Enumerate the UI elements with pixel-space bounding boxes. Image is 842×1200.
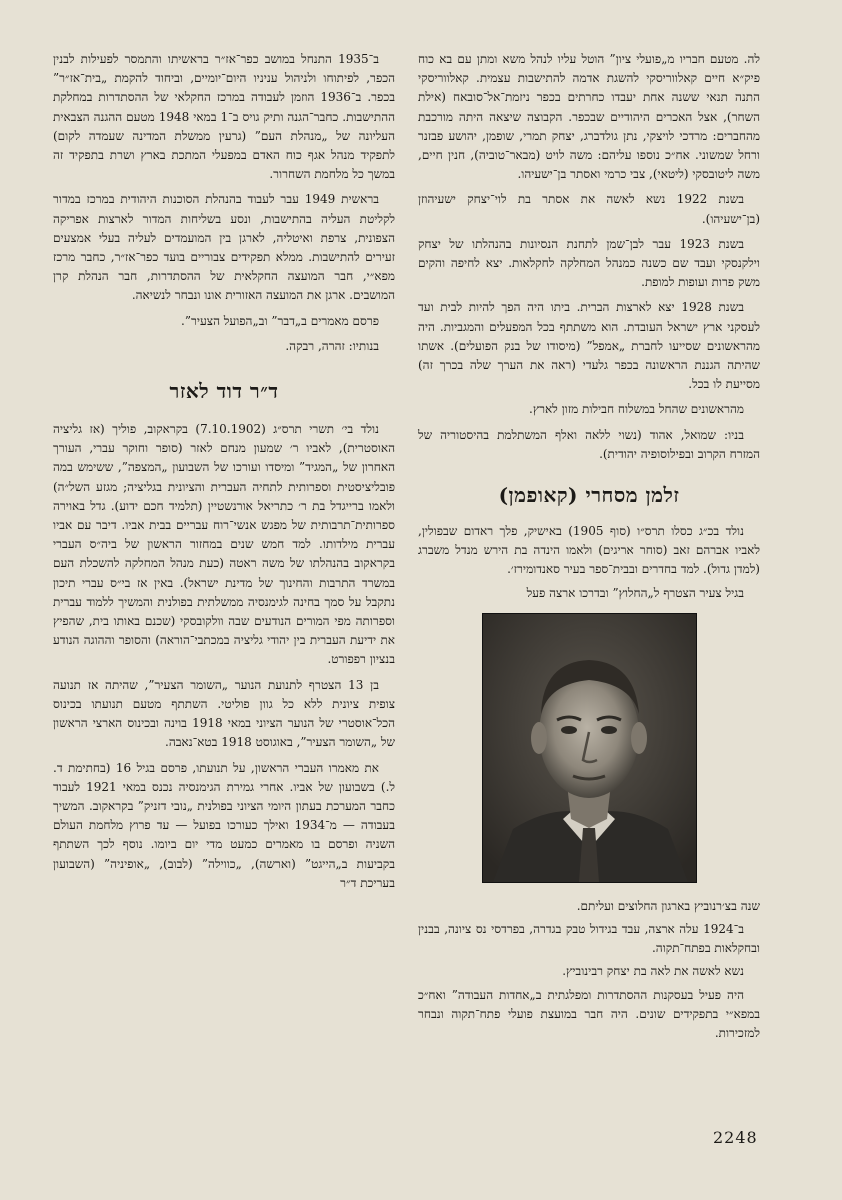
children-list: בניו: שמואל, אהוד (נשוי ללאה ואלף המשתלמת בהיסטוריה של המזרח הקרוב ובפילוסופיה יהודית). <box>418 427 760 461</box>
page-number: 2248 <box>713 1128 758 1147</box>
paragraph: בשנת 1923 עבר לבן־שמן לתחנת הנסיונות בהנהלתו של יצחק וילקנסקי ועבד שם כשנה כמנהל המחלקה לחקלאות. יצא לחיפה והקים משק פרות ועופות למופת. <box>418 236 760 290</box>
paragraph: פרסם מאמרים ב„דבר” וב„הפועל הצעיר”. <box>181 313 379 328</box>
paragraph: ב־1935 התנחל במושב כפר־אז״ר בראשיתו והתמסר לפעילות לבנין הכפר, לפיתוחו ולניהול עניניו היום־יומיים, וביחוד להקמת „בית־אז״ר” בכפר. ב־1936 הוזמן לעבודה במרכז החקלאי של ההסתדרות במחלקת ההתישבות. כחבר־הגנה ותיק גויס ב־1 במאי 1948 מטעם ההגנה הצבאית העליונה של „מנהלת העם” (גרעין ממשלת המדינה שעמדה לקום) לתפקיד מנהל אגף כוח האדם במפעלי המתכת בארץ ושרת בתפקיד זה במשך כל מלחמת השחרור. <box>53 52 396 182</box>
paragraph: שנה בצ׳רנוביץ בארגון החלוצים ועליתם. <box>576 898 760 913</box>
paragraph: את מאמרו העברי הראשון, על תנועתו, פרסם בגיל 16 (בחתימת ד. ל.) בשבועון של אביו. אחרי גמירת הגימנסיה נכנס במאי 1921 לעבוד כחבר המערכת בעתון היומי הציוני בפולנית „נובי דזניק” בקראקוב. המשיך בעבודה — מ־1934 ואילך כעורכו בפועל — עד פרוץ מלחמת העולם השניה ופרסם בו מאמרים כמעט מדי יום ביומו. נוסף לכך השתתף בקביעות ב„הייגט” (וארשה), „כווילה” (לבוב), „אופיניה” (השבועון בעריכת ד״ר <box>53 760 396 890</box>
paragraph: לה. מטעם חבריו מ„פועלי ציון” הוטל עליו לנהל משא ומתן עם בא כוח פיק״א חיים קאלווריסקי להשגת אדמה להתישבות עצמית. קאלווריסקי התנה תנאי ששנה אחת יעבדו כחרתים בכפר ניזמת־אל־סובאח (אילת השחר), אצל האכרים היהודיים שבכפר. הקבוצה שיצאה היתה מורכבת מהחברים: מרדכי לויצקי, נתן גולדברג, יצחק תמרי, שופמן, יהושע פבזנר ורחל שמשוני. אח״כ נוספו עליהם: משה לויט (מבאר־טוביה), חנין חיים, משה ליטובסקי (ליטאי), צבי כרמי ואסתר בן־ישעיהו. <box>418 52 760 182</box>
right-column <box>418 50 760 1047</box>
paragraph: בן 13 הצטרף לתנועת הנוער „השומר הצעיר”, שהיתה אז תנועה צופית ציונית ללא כל גוון פוליטי. השתתף מטעם תנועתו בכינוס הכל־אוסטרי של הנוער הציוני במאי 1918 בוינה ובכינוס הארצי הראשון של „השומר הצעיר”, באוגוסט 1918 בטא־נאבה. <box>53 677 396 750</box>
entry-heading: זלמן מסחרי (קאופמן) <box>498 483 680 508</box>
paragraph: נולד בכ״ג כסלו תרס״ו (סוף 1905) באישיק, פלך ראדום שבפולין, לאביו אברהם זאב (סוחר אריגים) ולאמו הינדה בת הירש מנדל משברג (למדן גדול). למד בחדרים ובבית־ספר בעיר סאנדומירז׳. <box>418 524 760 577</box>
paragraph: בגיל צעיר הצטרף ל„החלוץ” ובדרכו ארצה פעל <box>526 585 744 600</box>
paragraph: ב־1924 עלה ארצה, עבד בגידול טבק בגדרה, בפרדסי נס ציונה, בבנין ובחקלאות בפתח־תקוה. <box>418 922 760 956</box>
paragraph: נולד בי׳ תשרי תרס״ג (7.10.1902) בקראקוב, פוליך (אז גליציה האוסטרית), לאביו ר׳ שמעון מנחם לאזר (סופר וחוקר עברי, העורך האחרון של „המגיד” ומיסדו ועורכו של השבועון „המצפה”, ששימש במה פובליציסטית וספרותית לתחיה העברית והציונית בגליציה; מגזע השל״ה) ולאמו ברייגדל בת ר׳ כתריאל אורנשטיין (תלמיד חכם ידוע). גדל באוירה ספרותית־תרבותית של מפגש אנשי־רוח עבריים בבית אביו. דיבר עם אביו עברית מילדותו. למד חמש שנים במחזור הראשון של ביה״ס העברי בקראקוב בהנהלתו של משה ראטה (כעת מנהל המחלקה להשכלת העם במשרד התרבות והחינוך של מדינת ישראל). באין אז בי״ס עברי תיכון נתקבל על סמך בחינה לגימנסיה ממשלתית בפולנית והמשיך ללמוד עברית וספרותה מפי המורים הנודעים שבה וולקובסקי (שכנם באותו בית, שהפיץ את ידיעת העברית בין יהודי גליציה במכתבי־הוראה) והסופר וההוגה הנודע בנציון רפפורט. <box>53 422 395 667</box>
portrait-photo <box>482 613 697 883</box>
paragraph: מהראשונים שהחל במשלוח חבילות מזון לארץ. <box>529 402 744 417</box>
daughters-list: בנותיו: זהרה, רבקה. <box>285 338 379 353</box>
paragraph: בשנת 1922 נשא לאשה את אסתר בת לוי־יצחק ישעיהוזן (בן־ישעיהו). <box>418 192 760 226</box>
paragraph: היה פעיל בעסקנות ההסתדרות ומפלגתית ב„אחדות העבודה” ואח״כ במפא״י בתפקידים שונים. היה חבר במועצת פועלי פתח־תקוה ונבחר למזכירות. <box>418 987 760 1041</box>
paragraph: בראשית 1949 עבר לעבוד בהנהלת הסוכנות היהודית במרכז במדור לקליטת העליה בהתישבות, ונסע בשליחות המדור לארצות אפריקה הצפונית, צרפת ואיטליה, לארגן בין המועמדים לעליה בעלי אמצעים זעירים להתישבות. ממלא תפקידים צבוריים בועד כפר־אז״ר, כחבר מרכז מפא״י, חבר המועצה החקלאית של ההסתדרות, חבר הנהלת קרן המושבים. ארגן את המועצה האזורית אונו ונבחר לנשיאה. <box>53 192 395 303</box>
paragraph: נשא לאשה את לאה בת יצחק רבינוביץ. <box>562 964 744 979</box>
left-column <box>53 50 395 899</box>
entry-heading: ד״ר דוד לאזר <box>169 379 279 404</box>
paragraph: בשנת 1928 יצא לארצות הברית. ביתו היה הפך להיות לבית ועד לעסקני ארץ ישראל העובדת. הוא משתתף בכל המפעלים והמגביות. היה מהראשונים שסייעו לחברת „אמפל” (מיסודו של בנק הפועלים). אשתו שהיתה הגננת הראשונה בכפר גלעדי (ראה את הערך שלה בכרך זה) מסייעת לו בכל. <box>418 300 760 392</box>
